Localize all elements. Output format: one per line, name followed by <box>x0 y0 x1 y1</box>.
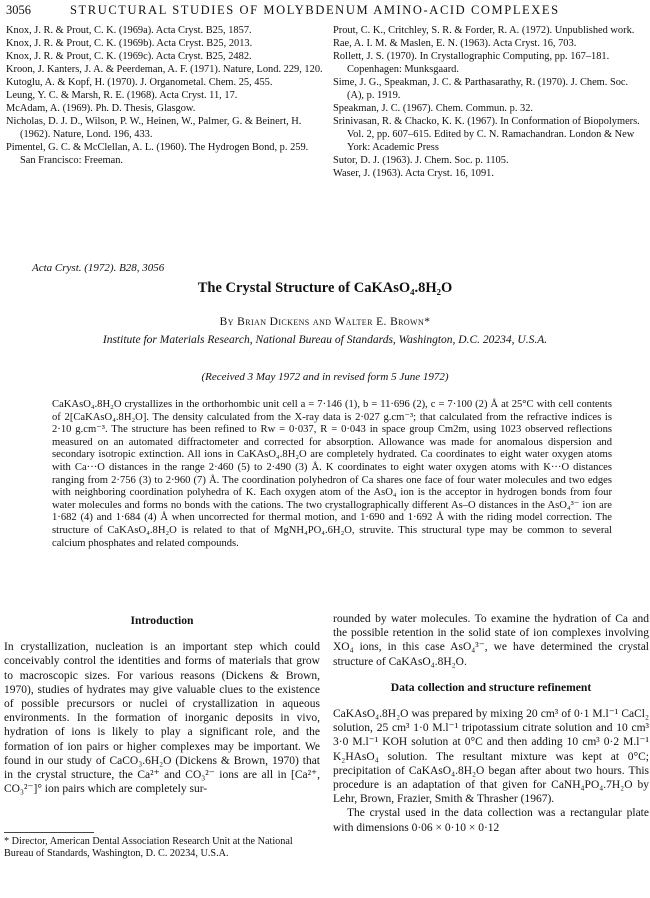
reference-item: Knox, J. R. & Prout, C. K. (1969b). Acta Cryst. B25, 2013. <box>6 38 253 49</box>
data-collection-paragraph: CaKAsO₄.8H₂O was prepared by mixing 20 cm³ of 0·1 M.l⁻¹ CaCl₂ solution, 25 cm³ 1·0 M.l⁻¹ tripotassium citrate solution and 10 cm³ 3·0 M.l⁻¹ KOH solution at 0°C and then adding 10 cm³ 0·2 M.l⁻¹ K₂HAsO₄ solution. The resultant mixture was kept at 0°C; precipitation of CaKAsO₄.8H₂O began after about two hours. This procedure is an adaptation of that given for CaNH₄PO₄.7H₂O by Lehr, Brown, Frazier, Smith & Thrasher (1967). <box>333 708 649 806</box>
reference-item: Nicholas, D. J. D., Wilson, P. W., Heinen, W., Palmer, G. & Beinert, H. (1962). Nature, Lond. 196, 433. <box>6 116 302 140</box>
reference-item: Waser, J. (1963). Acta Cryst. 16, 1091. <box>333 168 494 179</box>
data-collection-paragraph: The crystal used in the data collection was a rectangular plate with dimensions 0·06 × 0·10 × 0·12 <box>333 807 649 834</box>
abstract: CaKAsO₄.8H₂O crystallizes in the orthorhombic unit cell a = 7·146 (1), b = 11·696 (2), c = 7·100 (2) Å at 25°C with cell contents of 2[CaKAsO₄.8H₂O]. The density calculated from the X-ray data is 2·027 g.cm⁻³; that calculated from the refractive indices is 2·10 g.cm⁻³. The structure has been refined to Rw = 0·037, R = 0·043 in space group Cm2m, using 1023 observed reflections measured on an automated diffractometer and corrected for absorption. Allowance was made for anomalous dispersion and secondary isotropic extinction. All ions in CaKAsO₄.8H₂O are completely hydrated. Ca coordinates to eight water oxygen atoms with Ca···O distances in the range 2·460 (5) to 2·490 (3) Å. K coordinates to eight water oxygen atoms with K···O distances ranging from 2·756 (3) to 2·960 (7) Å. The coordination polyhedron of Ca shares one face of four water molecules and two edges with neighboring coordination polyhedra of K. Each oxygen atom of the AsO₄ ion is the acceptor in hydrogen bonds from four water molecules and forms no bonds with the cations. The two crystallographically different As–O distances in the AsO₄³⁻ ion are 1·682 (4) and 1·684 (4) Å when uncorrected for thermal motion, and 1·690 and 1·692 Å with the riding model correction. The structure of CaKAsO₄.8H₂O is related to that of MgNH₄PO₄.6H₂O, struvite. This structural type may be common to several calcium phosphates and related compounds. <box>52 399 612 549</box>
reference-item: Rollett, J. S. (1970). In Crystallographic Computing, pp. 167–181. Copenhagen: Munksgaard. <box>333 51 610 75</box>
reference-item: Prout, C. K., Critchley, S. R. & Forder, R. A. (1972). Unpublished work. <box>333 25 635 36</box>
page-number: 3056 <box>6 3 31 17</box>
reference-item: Srinivasan, R. & Chacko, K. K. (1967). In Conformation of Biopolymers. Vol. 2, pp. 607–615. Edited by C. N. Ramachandran. London & New York: Academic Press <box>333 116 640 153</box>
introduction-heading: Introduction <box>130 614 194 627</box>
reference-item: Speakman, J. C. (1967). Chem. Commun. p. 32. <box>333 103 534 114</box>
introduction-text: In crystallization, nucleation is an important step which could conceivably control the identities and forms of materials that grow to macroscopic sizes. For various reasons (Dickens & Brown, 1970), studies of hydrates may give valuable clues to the existence of possible precursors or nuclei of crystallization in aqueous environments. In the formation of inorganic deposits in vivo, hydration of ions is likely to play a significant role, and the formation of ion pairs or higher complexes may be important. We found in our study of CaCO₃.6H₂O (Dickens & Brown, 1970) that in the crystal structure, the Ca²⁺ and CO₃²⁻ ions are all in [Ca²⁺, CO₃²⁻]° ion pairs which are completely sur- <box>4 641 320 796</box>
reference-item: Rae, A. I. M. & Maslen, E. N. (1963). Acta Cryst. 16, 703. <box>333 38 577 49</box>
reference-list-left <box>6 24 326 167</box>
received-date: (Received 3 May 1972 and in revised form 5 June 1972) <box>201 371 449 383</box>
introduction-continuation: rounded by water molecules. To examine the hydration of Ca and the possible retention in the solid state of ion complexes involving XO₄ ions, in this case AsO₄³⁻, we have determined the crystal structure of CaKAsO₄.8H₂O. <box>333 613 649 668</box>
reference-list-right <box>333 24 647 180</box>
reference-item: Leung, Y. C. & Marsh, R. E. (1968). Acta Cryst. 11, 17. <box>6 90 238 101</box>
running-head <box>6 2 644 18</box>
reference-item: Sime, J. G., Speakman, J. C. & Parthasarathy, R. (1970). J. Chem. Soc. (A), p. 1919. <box>333 77 629 101</box>
reference-item: Kutoglu, A. & Kopf, H. (1970). J. Organometal. Chem. 25, 455. <box>6 77 273 88</box>
column-right <box>333 612 649 835</box>
article-institution: Institute for Materials Research, National Bureau of Standards, Washington, D.C. 20234, U.S.A. <box>102 334 548 346</box>
reference-item: McAdam, A. (1969). Ph. D. Thesis, Glasgow. <box>6 103 196 114</box>
reference-item: Kroon, J. Kanters, J. A. & Peerdeman, A. F. (1971). Nature, Lond. 229, 120. <box>6 64 323 75</box>
article-title: The Crystal Structure of CaKAsO₄.8H₂O <box>197 280 453 296</box>
article-authors: By Brian Dickens and Walter E. Brown* <box>219 316 431 328</box>
reference-item: Knox, J. R. & Prout, C. K. (1969a). Acta Cryst. B25, 1857. <box>6 25 252 36</box>
column-left <box>4 612 320 796</box>
reference-item: Knox, J. R. & Prout, C. K. (1969c). Acta Cryst. B25, 2482. <box>6 51 252 62</box>
running-title: STRUCTURAL STUDIES OF MOLYBDENUM AMINO-ACID COMPLEXES <box>70 3 560 17</box>
journal-reference: Acta Cryst. (1972). B28, 3056 <box>32 262 165 274</box>
reference-item: Pimentel, G. C. & McClellan, A. L. (1960). The Hydrogen Bond, p. 259. San Francisco: Freeman. <box>6 142 309 166</box>
reference-item: Sutor, D. J. (1963). J. Chem. Soc. p. 1105. <box>333 155 509 166</box>
footnote: * Director, American Dental Association Research Unit at the National Bureau of Standards, Washington, D. C. 20234, U.S.A. <box>4 836 293 860</box>
data-collection-heading: Data collection and structure refinement <box>390 680 592 694</box>
footnote-rule <box>4 832 94 833</box>
